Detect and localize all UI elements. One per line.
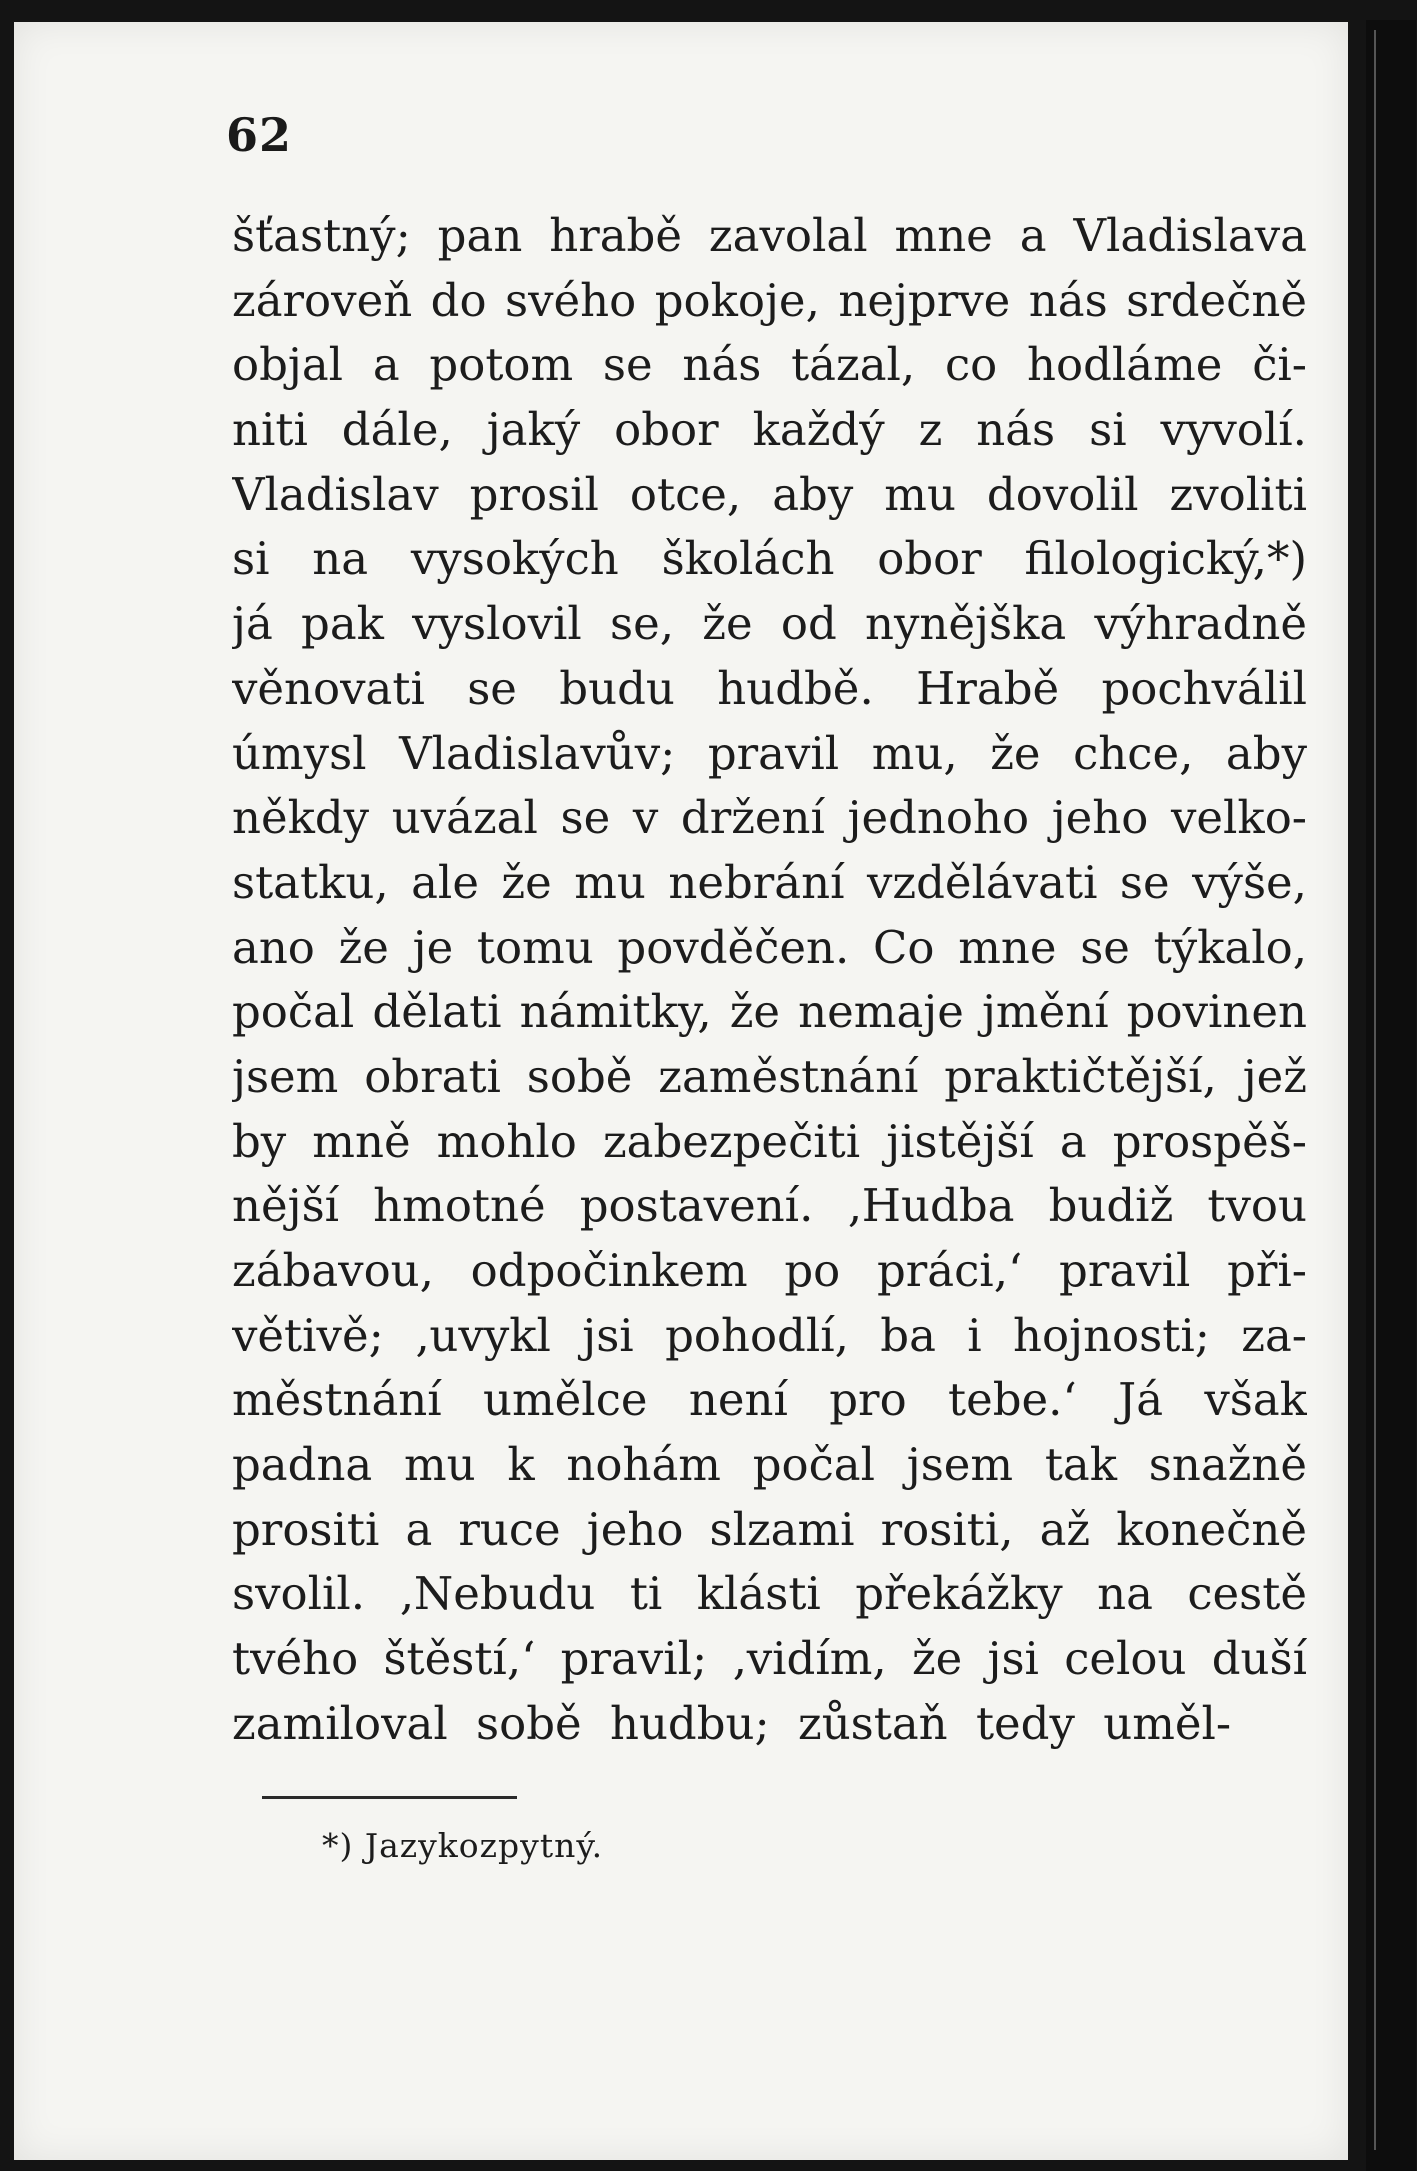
text-line: zároveň do svého pokoje, nejprve nás srdečně <box>232 273 1307 327</box>
text-line: šťastný; pan hrabě zavolal mne a Vladislava <box>232 209 1307 262</box>
text-line: statku, ale že mu nebrání vzdělávati se výše, <box>232 855 1307 909</box>
text-line: někdy uvázal se v držení jednoho jeho velko- <box>232 791 1307 845</box>
text-line: Vladislav prosil otce, aby mu dovolil zvoliti <box>232 467 1307 521</box>
text-line: větivě; ‚uvykl jsi pohodlí, ba i hojnosti; za- <box>232 1308 1307 1362</box>
text-line: zábavou, odpočinkem po práci,‘ pravil při- <box>232 1244 1307 1297</box>
text-line: padna mu k nohám počal jsem tak snažně <box>232 1438 1307 1492</box>
page-edge-line <box>1374 30 1376 2150</box>
text-line: věnovati se budu hudbě. Hrabě pochválil <box>232 661 1307 715</box>
body-text <box>232 204 1307 1757</box>
text-line: svolil. ‚Nebudu ti klásti překážky na cestě <box>232 1567 1307 1621</box>
footnote: *) Jazykozpytný. <box>322 1826 604 1865</box>
text-line: jsem obrati sobě zaměstnání praktičtější, jež <box>232 1049 1307 1103</box>
text-line: zamiloval sobě hudbu; zůstaň tedy uměl- <box>232 1696 1232 1750</box>
text-line: niti dále, jaký obor každý z nás si vyvolí. <box>232 403 1307 457</box>
text-line: tvého štěstí,‘ pravil; ‚vidím, že jsi celou duší <box>232 1632 1307 1686</box>
text-line: by mně mohlo zabezpečiti jistější a prospěš- <box>232 1114 1307 1168</box>
text-line: nější hmotné postavení. ‚Hudba budiž tvou <box>232 1179 1307 1233</box>
text-line: počal dělati námitky, že nemaje jmění povinen <box>232 985 1307 1039</box>
text-line: úmysl Vladislavův; pravil mu, že chce, aby <box>232 726 1307 780</box>
text-line: já pak vyslovil se, že od nynějška výhradně <box>232 597 1307 651</box>
text-line: ano že je tomu povděčen. Co mne se týkalo, <box>232 920 1307 974</box>
footnote-separator <box>262 1796 517 1799</box>
text-line: městnání umělce není pro tebe.‘ Já však <box>232 1373 1307 1427</box>
text-line: si na vysokých školách obor filologický,*) <box>232 532 1307 586</box>
text-line: prositi a ruce jeho slzami rositi, až konečně <box>232 1502 1307 1556</box>
page-number: 62 <box>226 108 293 162</box>
text-line: objal a potom se nás tázal, co hodláme či- <box>232 338 1307 392</box>
